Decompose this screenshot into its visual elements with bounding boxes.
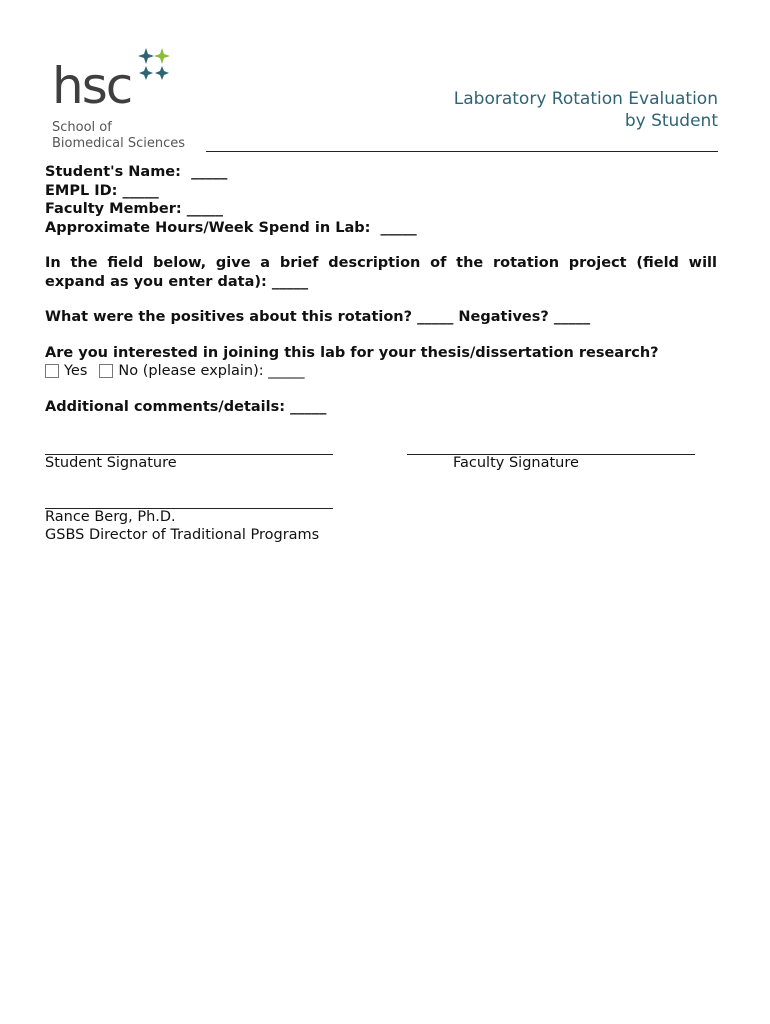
faculty-member-field (45, 200, 717, 219)
student-name-input[interactable]: _____ (191, 164, 228, 180)
interest-question: Are you interested in joining this lab for your thesis/dissertation research? (45, 344, 659, 361)
comments-field (45, 398, 717, 417)
no-explain-input[interactable]: _____ (268, 363, 305, 379)
yes-checkbox[interactable] (45, 364, 59, 378)
student-name-field (45, 163, 717, 182)
sparkle-icon (136, 46, 176, 82)
positives-input[interactable]: _____ (417, 309, 454, 325)
form-body (45, 163, 717, 416)
positives-negatives-question (45, 308, 717, 327)
empl-id-label: EMPL ID: (45, 182, 118, 199)
title-line-2: by Student (624, 111, 718, 131)
description-input[interactable]: _____ (271, 273, 309, 290)
empl-id-field (45, 182, 717, 201)
negatives-label: Negatives? (458, 309, 549, 325)
faculty-signature-label: Faculty Signature (453, 455, 579, 471)
description-label: In the field below, give a brief description of the rotation project (field will expand as you enter data): (45, 255, 717, 290)
hsc-logo (52, 46, 212, 156)
logo-wordmark: hsc (52, 57, 132, 115)
comments-input[interactable]: _____ (290, 398, 327, 415)
logo-subtitle: School of Biomedical Sciences (52, 120, 186, 151)
title-divider (206, 151, 718, 152)
empl-id-input[interactable]: _____ (122, 182, 159, 199)
interest-options (45, 362, 717, 381)
director-name: Rance Berg, Ph.D. (45, 509, 176, 525)
student-name-label: Student's Name: (45, 164, 181, 180)
hours-input[interactable]: _____ (380, 219, 417, 236)
comments-label: Additional comments/details: (45, 398, 286, 415)
document-title (454, 88, 718, 132)
no-checkbox[interactable] (99, 364, 113, 378)
hours-field (45, 219, 717, 238)
negatives-input[interactable]: _____ (553, 309, 591, 325)
hours-label: Approximate Hours/Week Spend in Lab: (45, 219, 371, 236)
yes-label: Yes (64, 363, 88, 379)
description-question (45, 254, 717, 291)
positives-label: What were the positives about this rotation? (45, 309, 413, 325)
no-label: No (please explain): (118, 363, 264, 379)
faculty-member-label: Faculty Member: (45, 201, 182, 217)
student-signature-label: Student Signature (45, 455, 177, 471)
director-title: GSBS Director of Traditional Programs (45, 527, 320, 543)
faculty-member-input[interactable]: _____ (186, 201, 224, 217)
title-line-1: Laboratory Rotation Evaluation (453, 89, 718, 109)
